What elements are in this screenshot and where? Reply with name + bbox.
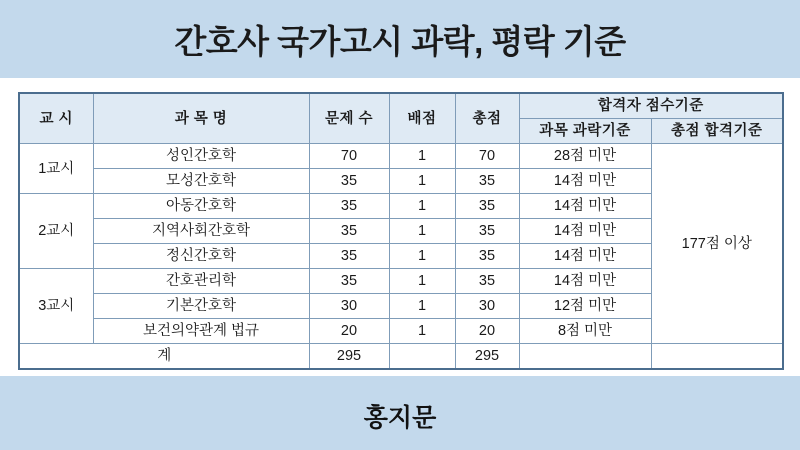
cell-total-points: 70	[455, 144, 519, 169]
cell-points-each: 1	[389, 219, 455, 244]
cell-points-each: 1	[389, 269, 455, 294]
cell-subject-fail: 12점 미만	[519, 294, 651, 319]
cell-question-count: 30	[309, 294, 389, 319]
cell-subject: 보건의약관계 법규	[93, 319, 309, 344]
cell-total-points-each	[389, 344, 455, 370]
table-row	[19, 144, 783, 169]
cell-total-points: 35	[455, 219, 519, 244]
cell-points-each: 1	[389, 169, 455, 194]
cell-question-count: 35	[309, 219, 389, 244]
cell-total-pass: 177점 이상	[651, 144, 783, 344]
cell-question-count: 35	[309, 269, 389, 294]
cell-points-each: 1	[389, 244, 455, 269]
page-title: 간호사 국가고시 과락, 평락 기준	[174, 23, 626, 60]
th-pass-group: 합격자 점수기준	[519, 93, 783, 119]
cell-total-points: 35	[455, 194, 519, 219]
cell-question-count: 70	[309, 144, 389, 169]
cell-total-points: 35	[455, 269, 519, 294]
table-header	[19, 93, 783, 144]
cell-subject: 성인간호학	[93, 144, 309, 169]
cell-subject-fail: 14점 미만	[519, 244, 651, 269]
cell-points-each: 1	[389, 319, 455, 344]
cell-total-total-points: 295	[455, 344, 519, 370]
cell-total-points: 20	[455, 319, 519, 344]
th-subject-fail: 과목 과락기준	[519, 119, 651, 144]
cell-subject: 정신간호학	[93, 244, 309, 269]
cell-points-each: 1	[389, 194, 455, 219]
cell-total-points: 35	[455, 169, 519, 194]
cell-subject: 아동간호학	[93, 194, 309, 219]
th-points-each: 배점	[389, 93, 455, 144]
cell-subject: 간호관리학	[93, 269, 309, 294]
author-name: 홍지문	[363, 404, 437, 432]
th-session: 교 시	[19, 93, 93, 144]
cell-subject: 지역사회간호학	[93, 219, 309, 244]
cell-points-each: 1	[389, 144, 455, 169]
th-subject: 과 목 명	[93, 93, 309, 144]
cell-subject-fail: 8점 미만	[519, 319, 651, 344]
cell-subject-fail: 14점 미만	[519, 169, 651, 194]
table-header-row-1	[19, 93, 783, 119]
criteria-table	[18, 92, 784, 370]
cell-subject: 모성간호학	[93, 169, 309, 194]
th-question-count: 문제 수	[309, 93, 389, 144]
cell-question-count: 20	[309, 319, 389, 344]
cell-subject: 기본간호학	[93, 294, 309, 319]
cell-total-label: 계	[19, 344, 309, 370]
cell-session: 3교시	[19, 269, 93, 344]
cell-subject-fail: 14점 미만	[519, 219, 651, 244]
cell-session: 2교시	[19, 194, 93, 269]
cell-total-points: 35	[455, 244, 519, 269]
th-total-points: 총점	[455, 93, 519, 144]
table-body	[19, 144, 783, 370]
cell-points-each: 1	[389, 294, 455, 319]
cell-subject-fail: 14점 미만	[519, 269, 651, 294]
cell-question-count: 35	[309, 169, 389, 194]
th-total-pass: 총점 합격기준	[651, 119, 783, 144]
criteria-table-wrapper	[18, 92, 782, 370]
cell-total-pass-empty	[651, 344, 783, 370]
cell-total-points: 30	[455, 294, 519, 319]
cell-subject-fail: 14점 미만	[519, 194, 651, 219]
cell-total-subject-fail	[519, 344, 651, 370]
cell-question-count: 35	[309, 244, 389, 269]
cell-question-count: 35	[309, 194, 389, 219]
cell-subject-fail: 28점 미만	[519, 144, 651, 169]
cell-total-question-count: 295	[309, 344, 389, 370]
cell-session: 1교시	[19, 144, 93, 194]
table-total-row	[19, 344, 783, 370]
